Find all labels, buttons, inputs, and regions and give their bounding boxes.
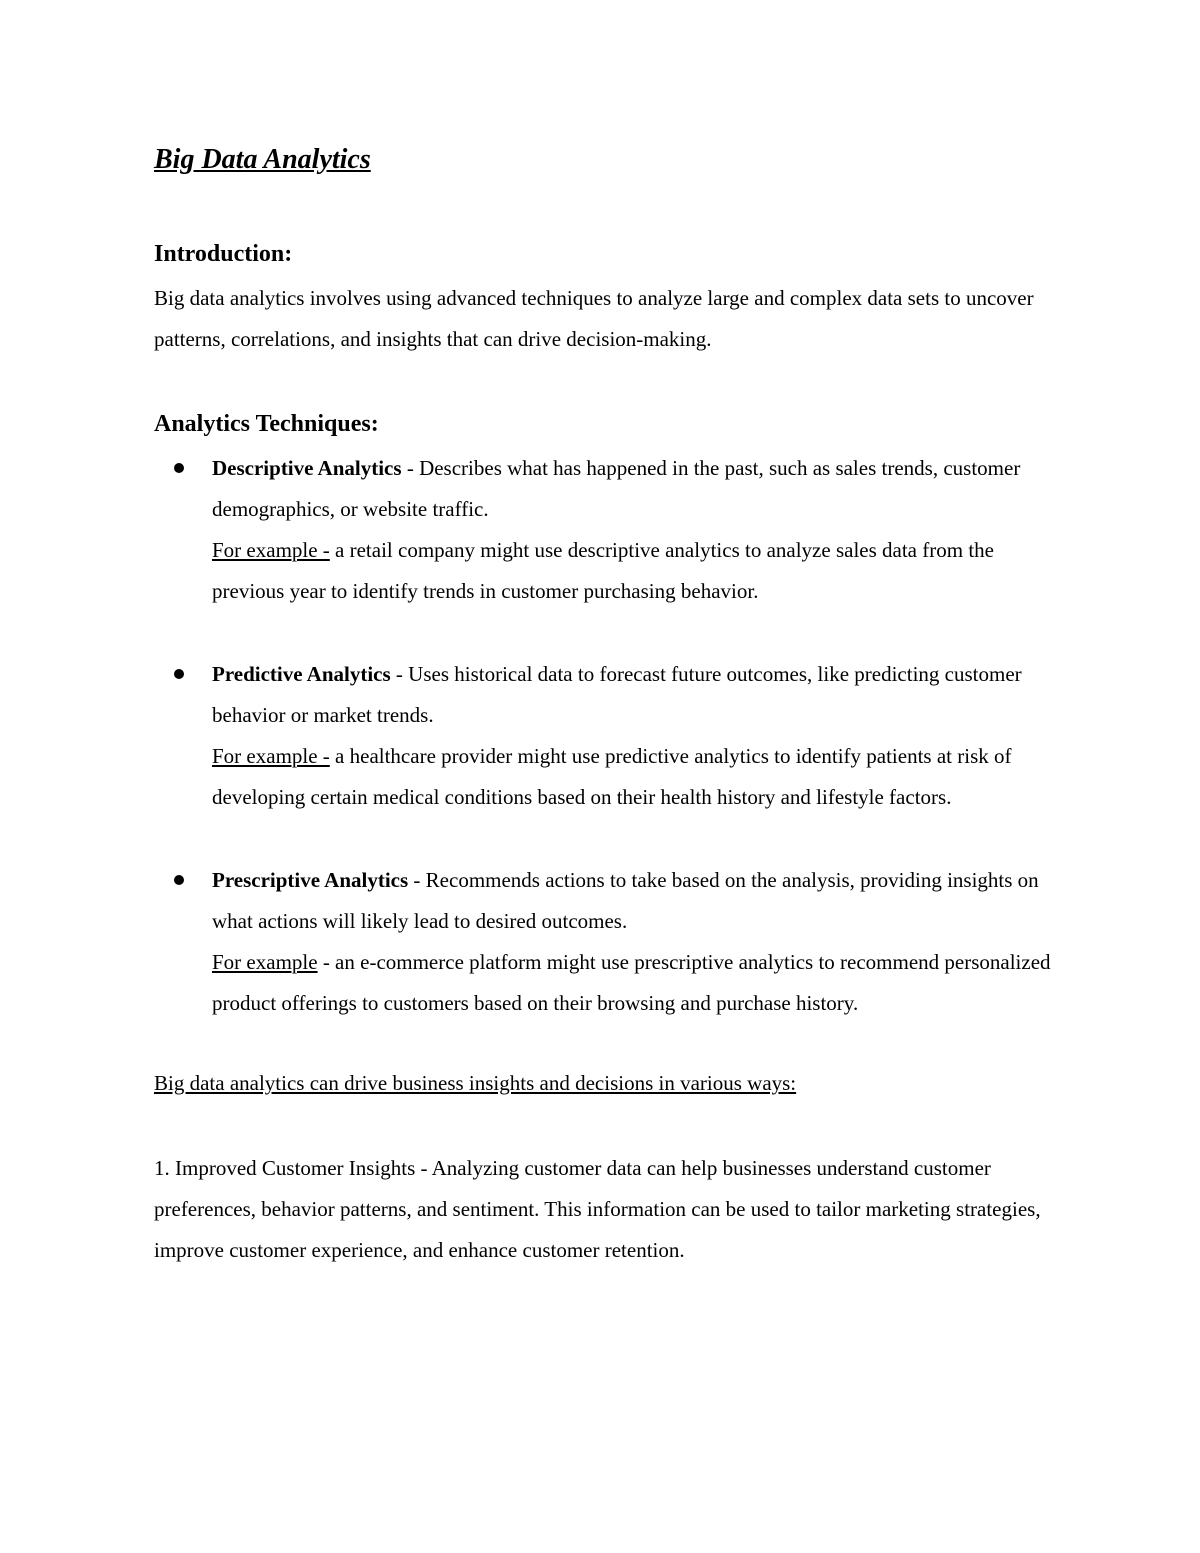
technique-description: Recommends actions to take based on the analysis, providing insights on what actions will likely lead to desired outcomes. [212,868,1039,933]
technique-item-descriptive [154,448,1064,612]
example-text: a healthcare provider might use predictive analytics to identify patients at risk of developing certain medical conditions based on their health history and lifestyle factors. [212,744,1012,809]
example-label: For example - [212,538,330,562]
introduction-paragraph: Big data analytics involves using advanced techniques to analyze large and complex data sets to uncover patterns, correlations, and insights that can drive decision-making. [154,286,1034,351]
technique-separator: - [401,456,420,480]
ways-intro: Big data analytics can drive business insights and decisions in various ways: [154,1071,797,1095]
technique-description: Uses historical data to forecast future outcomes, like predicting customer behavior or market trends. [212,662,1022,727]
technique-example [212,530,1064,612]
bullet-icon [174,875,184,885]
technique-item-prescriptive [154,860,1064,1024]
numbered-item-1: 1. Improved Customer Insights - Analyzing customer data can help businesses understand customer preferences, behavior patterns, and sentiment. This information can be used to tailor marketing strategies, improve customer experience, and enhance customer retention. [154,1156,1041,1262]
technique-term: Prescriptive Analytics [212,868,409,892]
example-text: - an e-commerce platform might use prescriptive analytics to recommend personalized product offerings to customers based on their browsing and purchase history. [212,950,1051,1015]
bullet-icon [174,669,184,679]
techniques-list [154,448,1064,1024]
document-title: Big Data Analytics [154,144,371,175]
technique-description: Describes what has happened in the past, such as sales trends, customer demographics, or website traffic. [212,456,1021,521]
technique-separator: - [390,662,409,686]
analytics-techniques-heading: Analytics Techniques: [154,411,379,437]
introduction-heading: Introduction: [154,241,293,267]
technique-example [212,736,1064,818]
document-body [154,138,1064,1271]
bullet-icon [174,463,184,473]
example-label: For example - [212,744,330,768]
technique-term: Descriptive Analytics [212,456,402,480]
technique-separator: - [408,868,426,892]
example-label: For example [212,950,318,974]
technique-item-predictive [154,654,1064,818]
example-text: a retail company might use descriptive analytics to analyze sales data from the previous year to identify trends in customer purchasing behavior. [212,538,994,603]
technique-example [212,942,1064,1024]
technique-term: Predictive Analytics [212,662,391,686]
